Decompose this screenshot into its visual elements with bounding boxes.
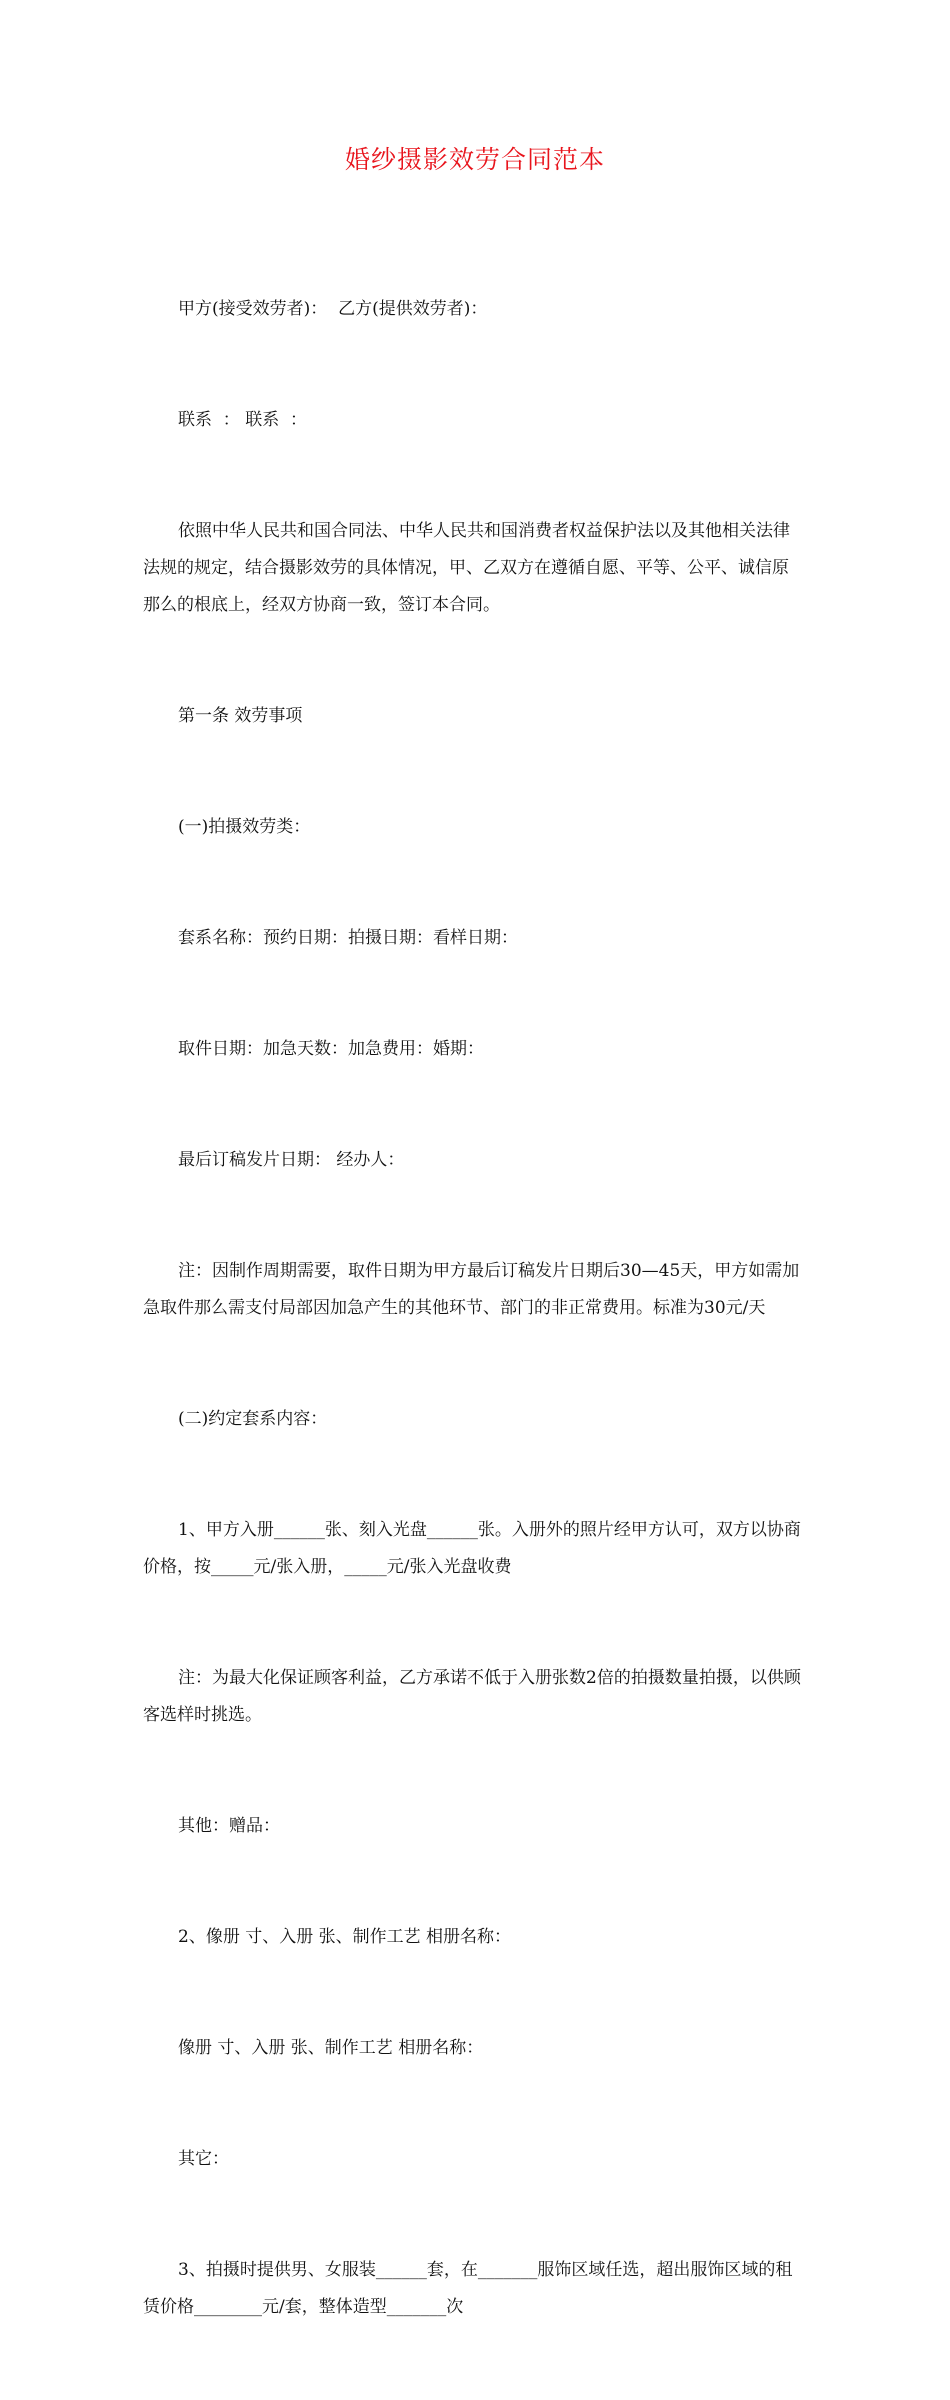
clause-2: 2、像册 寸、入册 张、制作工艺 相册名称： (178, 1927, 512, 1947)
section-1-heading: (一)拍摄效劳类： (178, 817, 311, 837)
album-line: 像册 寸、入册 张、制作工艺 相册名称： (178, 2038, 484, 2058)
gifts-line: 其他：赠品： (178, 1816, 280, 1836)
document-body (143, 217, 805, 2400)
other-line: 其它： (178, 2149, 229, 2169)
clause-3: 3、拍摄时提供男、女服装______套，在_______服饰区域任选，超出服饰区域的租赁价格________元/套，整体造型_______次 (143, 2260, 793, 2317)
pickup-line: 取件日期：加急天数：加急费用：婚期： (178, 1039, 484, 1059)
preamble-paragraph: 依照中华人民共和国合同法、中华人民共和国消费者权益保护法以及其他相关法律法规的规定，结合摄影效劳的具体情况，甲、乙双方在遵循自愿、平等、公平、诚信原那么的根底上，经双方协商一致，签订本合同。 (143, 521, 790, 615)
clause-1: 1、甲方入册______张、刻入光盘______张。入册外的照片经甲方认可，双方以协商价格，按_____元/张入册，_____元/张入光盘收费 (143, 1520, 801, 1577)
package-dates-line: 套系名称：预约日期：拍摄日期：看样日期： (178, 928, 518, 948)
quantity-note: 注：为最大化保证顾客利益，乙方承诺不低于入册张数2倍的拍摄数量拍摄，以供顾客选样时挑选。 (143, 1668, 801, 1725)
section-2-heading: (二)约定套系内容： (178, 1409, 328, 1429)
production-note: 注：因制作周期需要，取件日期为甲方最后订稿发片日期后30—45天，甲方如需加急取件那么需支付局部因加急产生的其他环节、部门的非正常费用。标准为30元/天 (143, 1261, 800, 1318)
contact-line: 联系 ： 联系 ： (178, 410, 308, 430)
article-1-heading: 第一条 效劳事项 (178, 706, 303, 726)
final-date-line: 最后订稿发片日期： 经办人： (178, 1150, 405, 1170)
document-title: 婚纱摄影效劳合同范本 (344, 145, 605, 174)
party-names-line: 甲方(接受效劳者)： 乙方(提供效劳者)： (178, 299, 488, 319)
